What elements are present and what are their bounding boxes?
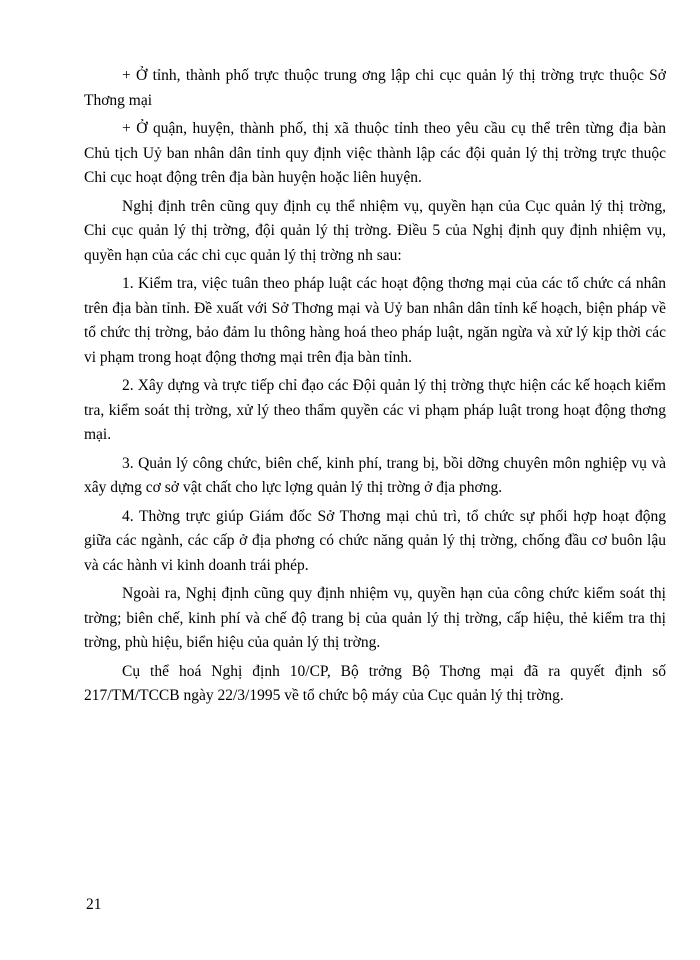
paragraph-3: Nghị định trên cũng quy định cụ thể nhiệm vụ, quyền hạn của Cục quản lý thị trờng, Chi cục quản lý thị trờng, đội quản lý thị trờng. Điều 5 của Nghị định quy định nhiệm vụ, quyền hạn của các chi cục quản lý thị trờng nh sau: xyxy=(84,197,666,264)
paragraph-8: Ngoài ra, Nghị định cũng quy định nhiệm vụ, quyền hạn của công chức kiểm soát thị trờng; biên chế, kinh phí và chế độ trang bị của quản lý thị trờng, cấp hiệu, thẻ kiểm tra thị trờng, phù hiệu, biển hiệu của quản lý thị trờng. xyxy=(84,585,666,651)
paragraph-9: Cụ thể hoá Nghị định 10/CP, Bộ trởng Bộ Thơng mại đã ra quyết định số 217/TM/TCCB ngày 22/3/1995 về tổ chức bộ máy của Cục quản lý thị trờng. xyxy=(84,662,666,704)
body-text xyxy=(84,64,666,713)
paragraph-7: 4. Thờng trực giúp Giám đốc Sở Thơng mại chủ trì, tổ chức sự phối hợp hoạt động giữa các ngành, các cấp ở địa phơng có chức năng quản lý thị trờng, chống đầu cơ buôn lậu và các hành vi kinh doanh trái phép. xyxy=(84,507,666,574)
paragraph-5: 2. Xây dựng và trực tiếp chỉ đạo các Đội quản lý thị trờng thực hiện các kế hoạch kiểm tra, kiểm soát thị trờng, xử lý theo thẩm quyền các vi phạm pháp luật trong hoạt động thơng mại. xyxy=(84,377,666,443)
page-number: 21 xyxy=(86,896,102,913)
paragraph-6: 3. Quản lý công chức, biên chế, kinh phí, trang bị, bồi dỡng chuyên môn nghiệp vụ và xây dựng cơ sở vật chất cho lực lợng quản lý thị trờng ở địa phơng. xyxy=(84,454,666,496)
paragraph-1: + Ở tỉnh, thành phố trực thuộc trung ơng lập chi cục quản lý thị trờng trực thuộc Sở Thơng mại xyxy=(84,67,666,109)
paragraph-2: + Ở quận, huyện, thành phố, thị xã thuộc tỉnh theo yêu cầu cụ thể trên từng địa bàn Chủ tịch Uỷ ban nhân dân tỉnh quy định việc thành lập các đội quản lý thị trờng trực thuộc Chi cục hoạt động trên địa bàn huyện hoặc liên huyện. xyxy=(84,120,666,186)
paragraph-4: 1. Kiểm tra, việc tuân theo pháp luật các hoạt động thơng mại của các tổ chức cá nhân trên địa bàn tỉnh. Đề xuất với Sở Thơng mại và Uỷ ban nhân dân tỉnh kế hoạch, biện pháp về tổ chức thị trờng, bảo đảm lu thông hàng hoá theo pháp luật, ngăn ngừa và xử lý kịp thời các vi phạm trong hoạt động thơng mại trên địa bàn tỉnh. xyxy=(84,275,666,366)
